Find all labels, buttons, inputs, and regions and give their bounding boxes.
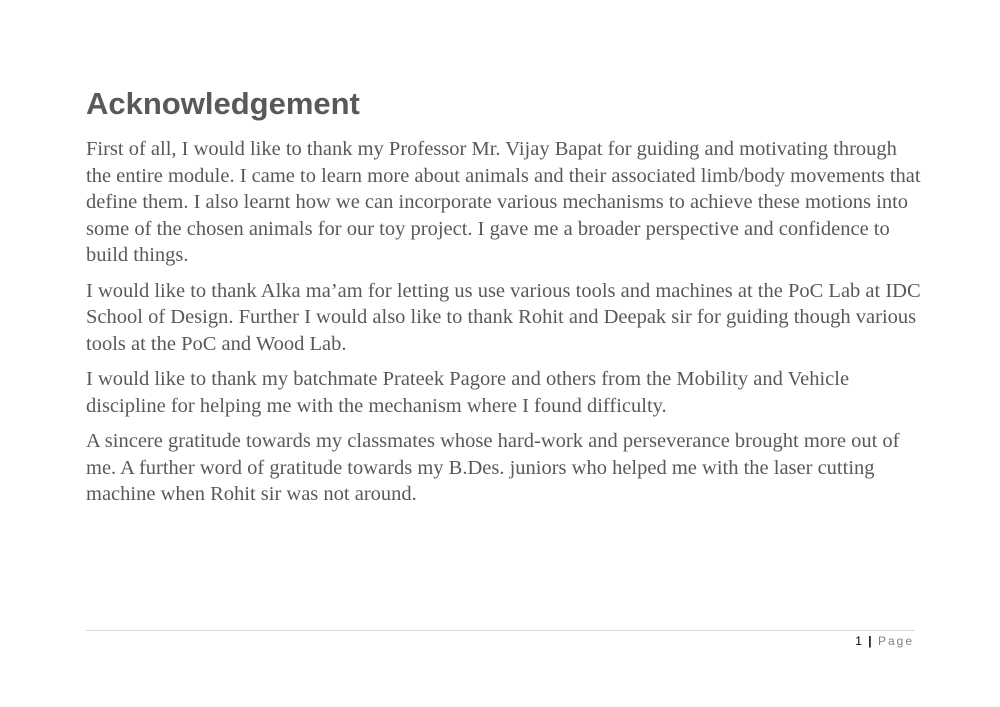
footer-divider [86,630,915,631]
page-number: 1 [855,634,862,648]
body-text [86,136,922,517]
paragraph: I would like to thank Alka ma’am for letting us use various tools and machines at the PoC Lab at IDC School of Design. Further I would also like to thank Rohit and Deepak sir for guiding though various tools at the PoC and Wood Lab. [86,279,921,355]
paragraph: First of all, I would like to thank my Professor Mr. Vijay Bapat for guiding and motivating through the entire module. I came to learn more about animals and their associated limb/body movements that define them. I also learnt how we can incorporate various mechanisms to achieve these motions into some of the chosen animals for our toy project. I gave me a broader perspective and confidence to build things. [86,138,921,266]
page-label: Page [877,634,914,648]
paragraph: I would like to thank my batchmate Prateek Pagore and others from the Mobility and Vehicle discipline for helping me with the mechanism where I found difficulty. [86,368,850,417]
page-footer [855,633,914,649]
paragraph: A sincere gratitude towards my classmates whose hard-work and perseverance brought more out of me. A further word of gratitude towards my B.Des. juniors who helped me with the laser cutting machine when Rohit sir was not around. [86,430,900,505]
footer-separator: | [868,634,872,648]
page-title: Acknowledgement [86,86,360,121]
